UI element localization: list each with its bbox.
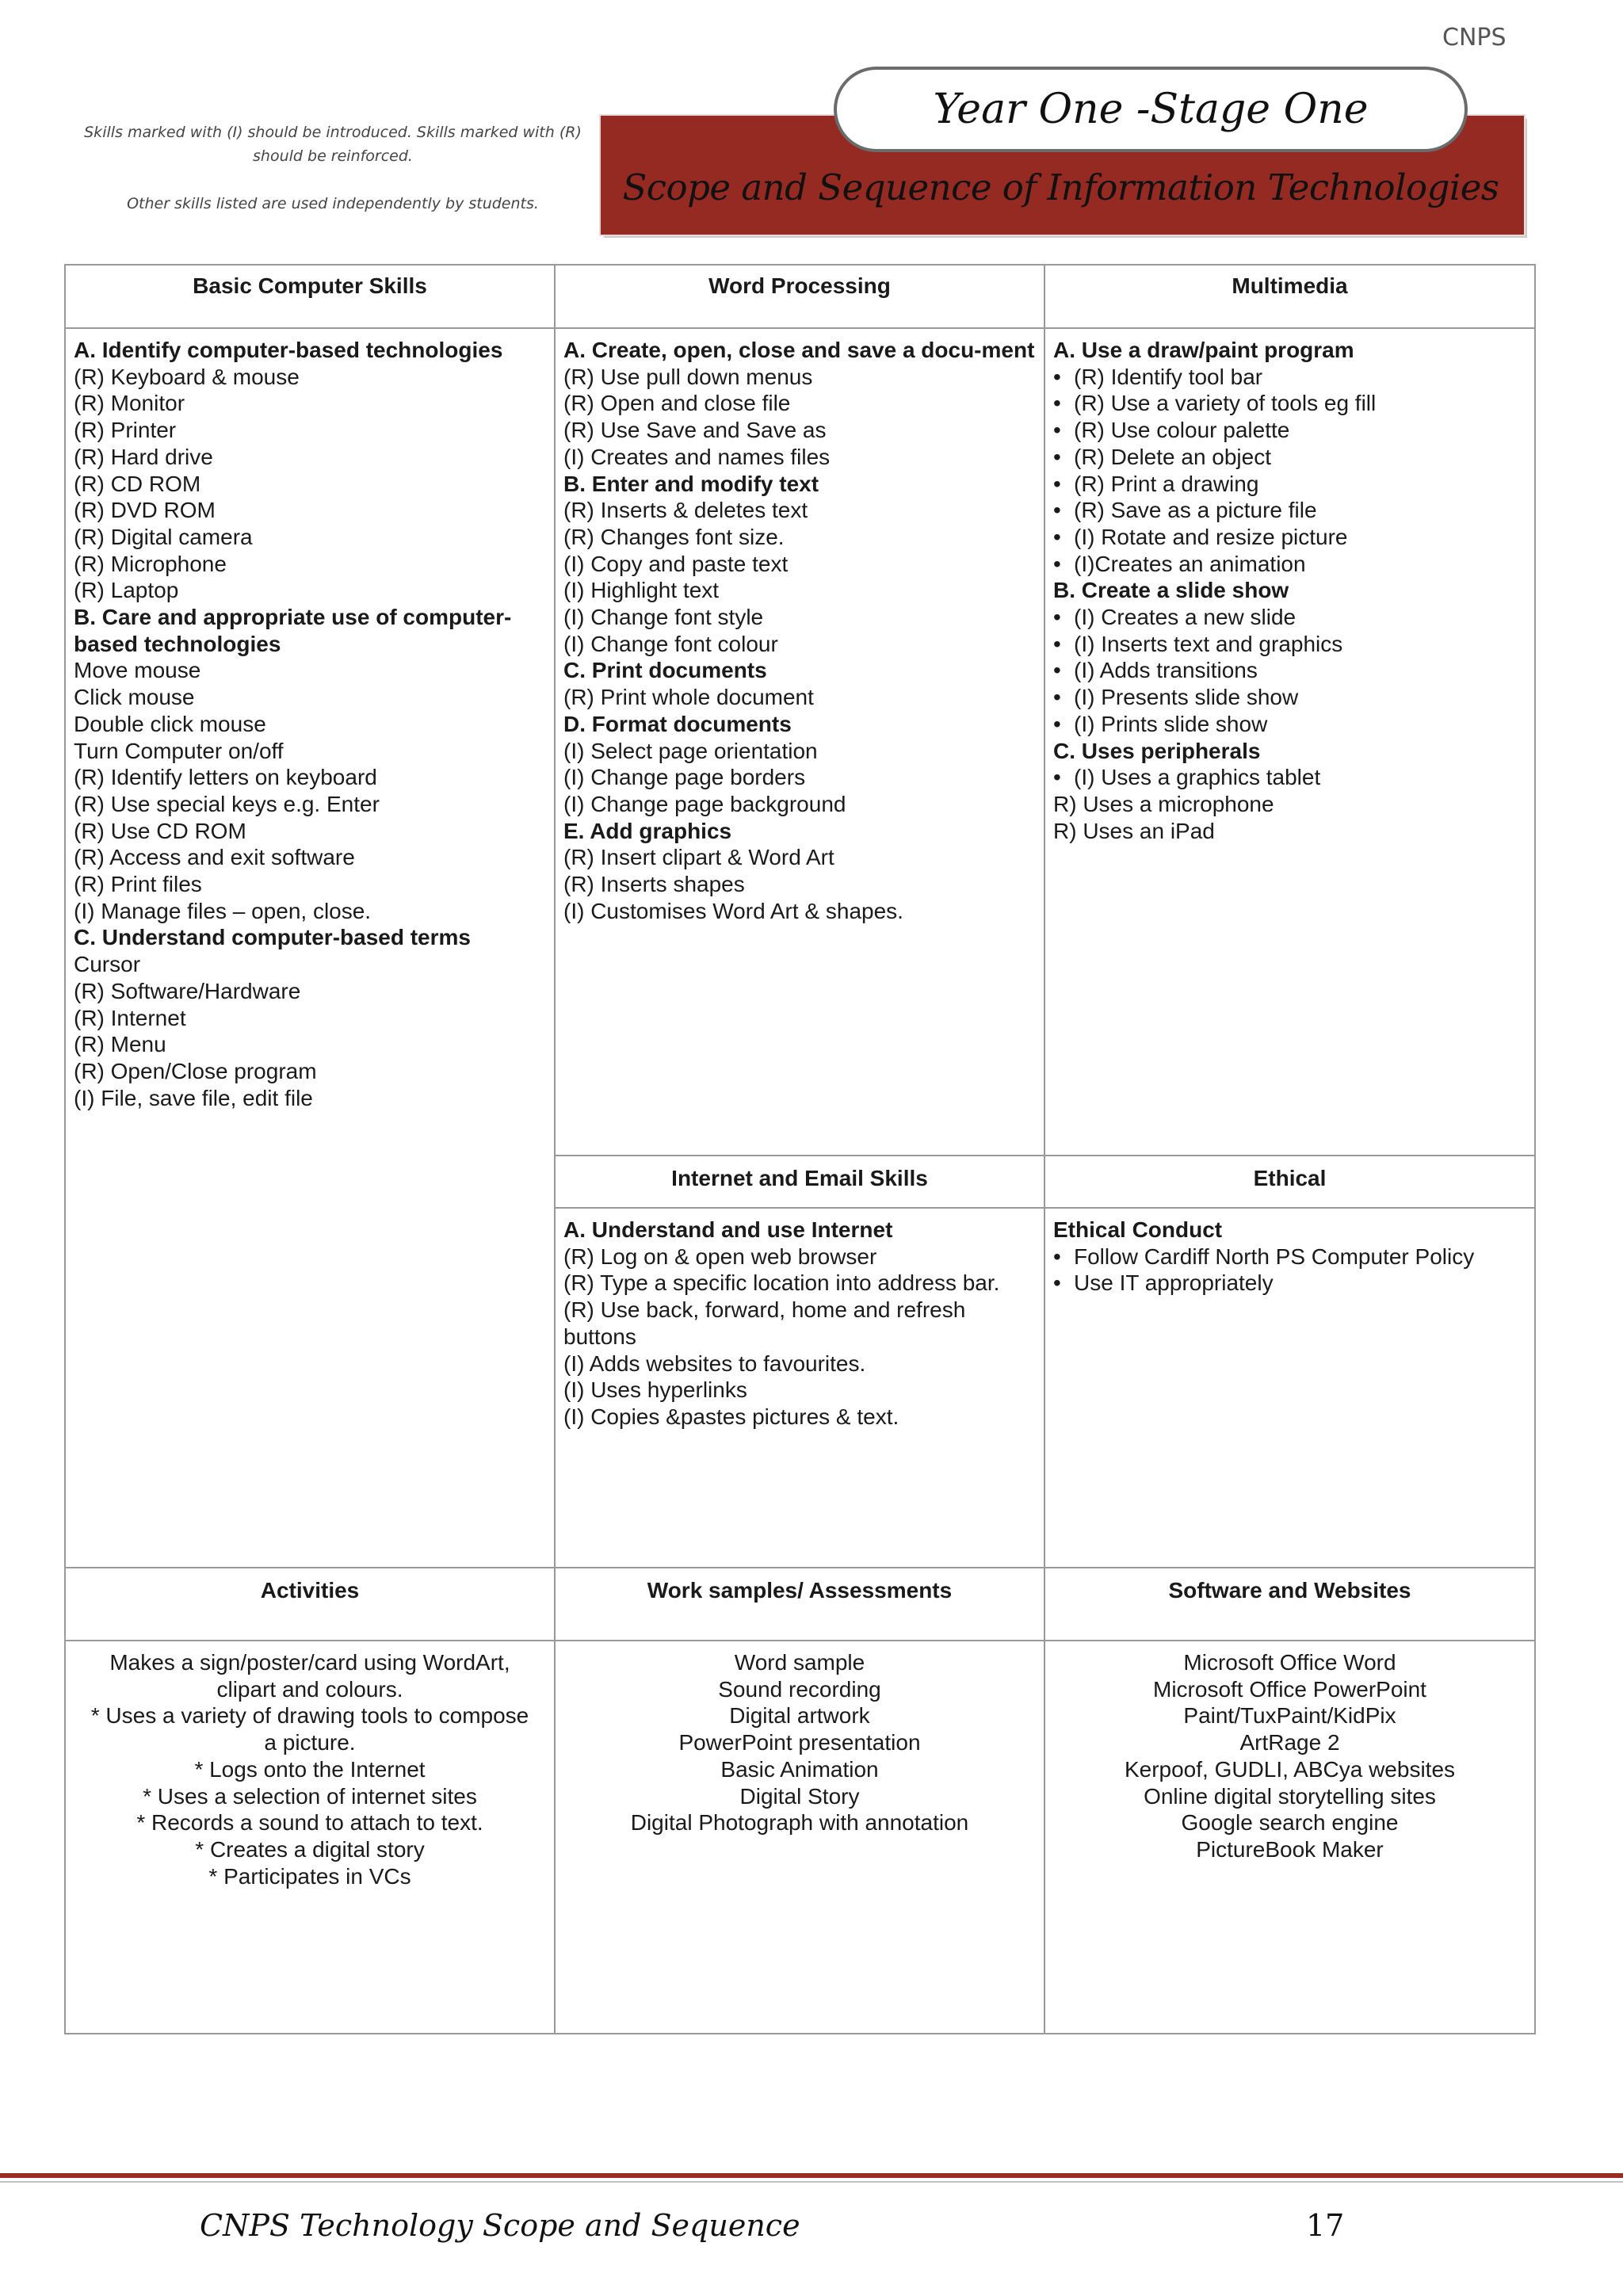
list-item: Digital Story bbox=[739, 1783, 860, 1809]
list-item: (I) Copy and paste text bbox=[563, 551, 789, 576]
bullet-item: • Follow Cardiff North PS Computer Policy bbox=[1053, 1244, 1526, 1270]
list-item: * Creates a digital story bbox=[195, 1836, 425, 1862]
heading-word: Word Processing bbox=[555, 265, 1044, 328]
section-subheading: A. Understand and use Internet bbox=[563, 1217, 893, 1242]
list-item: Click mouse bbox=[74, 685, 195, 710]
list-item: Kerpoof, GUDLI, ABCya websites bbox=[1124, 1756, 1456, 1782]
list-item: Word sample bbox=[734, 1650, 865, 1675]
list-item: (I) Change page background bbox=[563, 791, 846, 816]
intro-note bbox=[79, 120, 586, 216]
section-subheading: B. Enter and modify text bbox=[563, 471, 819, 496]
bullet-item: • (R) Save as a picture file bbox=[1053, 497, 1526, 524]
section-subheading: A. Create, open, close and save a docu-ment bbox=[563, 338, 1035, 362]
list-item: (I) Customises Word Art & shapes. bbox=[563, 898, 903, 923]
section-subheading: C. Understand computer-based terms bbox=[74, 925, 471, 950]
bullet-item: • (I) Adds transitions bbox=[1053, 657, 1526, 684]
list-item: R) Uses a microphone bbox=[1053, 791, 1274, 816]
list-item: (R) Laptop bbox=[74, 578, 179, 603]
list-item: Basic Animation bbox=[720, 1756, 879, 1782]
list-item: Move mouse bbox=[74, 658, 201, 683]
heading-internet: Internet and Email Skills bbox=[555, 1156, 1044, 1208]
heading-ethical: Ethical bbox=[1044, 1156, 1535, 1208]
list-item: Paint/TuxPaint/KidPix bbox=[1183, 1703, 1396, 1729]
list-item: (R) Use Save and Save as bbox=[563, 418, 827, 443]
list-item: (R) Inserts shapes bbox=[563, 872, 745, 897]
section-subheading: Ethical Conduct bbox=[1053, 1217, 1223, 1242]
intro-line-2: Other skills listed are used independently by students. bbox=[127, 195, 539, 212]
list-item: (R) Digital camera bbox=[74, 524, 253, 549]
list-item: (R) Internet bbox=[74, 1005, 186, 1030]
list-item: (I) Change font colour bbox=[563, 631, 778, 656]
list-item: * Logs onto the Internet bbox=[194, 1756, 426, 1782]
list-item: (R) Type a specific location into address bar. bbox=[563, 1270, 1000, 1296]
bullet-item: • (I)Creates an animation bbox=[1053, 551, 1526, 578]
section-subheading: A. Identify computer-based technologies bbox=[74, 338, 503, 362]
list-item: ArtRage 2 bbox=[1239, 1730, 1340, 1755]
list-item: (R) Hard drive bbox=[74, 444, 213, 469]
list-item: (R) Open and close file bbox=[563, 391, 791, 416]
list-item: * Uses a selection of internet sites bbox=[143, 1783, 477, 1809]
section-subheading: B. Care and appropriate use of computer-based technologies bbox=[74, 605, 512, 656]
list-item: (I) File, save file, edit file bbox=[74, 1085, 313, 1110]
list-item: (I) Copies &pastes pictures & text. bbox=[563, 1404, 899, 1429]
bullet-item: • (R) Identify tool bar bbox=[1053, 364, 1526, 391]
list-item: (I) Adds websites to favourites. bbox=[563, 1350, 866, 1376]
bullet-item: • (R) Print a drawing bbox=[1053, 471, 1526, 498]
footer-title: CNPS Technology Scope and Sequence bbox=[200, 2208, 800, 2243]
bullet-item: • Use IT appropriately bbox=[1053, 1270, 1526, 1297]
header-row-1 bbox=[65, 265, 1535, 328]
bullet-item: • (R) Delete an object bbox=[1053, 444, 1526, 471]
software-cell bbox=[1044, 1641, 1535, 2034]
list-item: (R) Keyboard & mouse bbox=[74, 364, 300, 389]
page-subtitle: Scope and Sequence of Information Technologies bbox=[622, 166, 1499, 208]
list-item: (R) Menu bbox=[74, 1032, 166, 1057]
list-item: * Uses a variety of drawing tools to compose a picture. bbox=[90, 1703, 529, 1755]
list-item: (I) Highlight text bbox=[563, 578, 720, 603]
heading-basic: Basic Computer Skills bbox=[65, 265, 555, 328]
list-item: (R) Print files bbox=[74, 872, 202, 897]
internet-cell bbox=[555, 1208, 1044, 1568]
bullet-item: • (I) Prints slide show bbox=[1053, 711, 1526, 738]
page-title: Year One -Stage One bbox=[834, 67, 1468, 152]
list-item: (R) Use special keys e.g. Enter bbox=[74, 791, 380, 816]
list-item: * Participates in VCs bbox=[208, 1863, 411, 1889]
section-subheading: E. Add graphics bbox=[563, 818, 732, 843]
bullet-item: • (I) Creates a new slide bbox=[1053, 604, 1526, 631]
list-item: Online digital storytelling sites bbox=[1144, 1783, 1436, 1809]
multimedia-cell bbox=[1044, 328, 1535, 1156]
bullet-item: • (R) Use a variety of tools eg fill bbox=[1053, 390, 1526, 417]
list-item: (R) CD ROM bbox=[74, 471, 201, 496]
section-subheading: A. Use a draw/paint program bbox=[1053, 338, 1354, 362]
footer-rule-shadow bbox=[0, 2181, 1623, 2183]
list-item: (R) DVD ROM bbox=[74, 498, 216, 523]
word-cell bbox=[555, 328, 1044, 1156]
list-item: (I) Select page orientation bbox=[563, 738, 818, 763]
list-item: (R) Software/Hardware bbox=[74, 978, 301, 1003]
list-item: Sound recording bbox=[718, 1676, 881, 1702]
basic-cell bbox=[65, 328, 555, 1568]
list-item: (R) Insert clipart & Word Art bbox=[563, 845, 834, 870]
list-item: (R) Microphone bbox=[74, 551, 227, 576]
page-number: 17 bbox=[1306, 2208, 1345, 2243]
list-item: (R) Log on & open web browser bbox=[563, 1244, 877, 1269]
bullet-item: • (R) Use colour palette bbox=[1053, 417, 1526, 444]
school-label: CNPS bbox=[1442, 24, 1507, 52]
list-item: (R) Print whole document bbox=[563, 685, 814, 710]
list-item: (R) Printer bbox=[74, 418, 177, 443]
list-item: (R) Inserts & deletes text bbox=[563, 498, 808, 523]
list-item: (R) Open/Close program bbox=[74, 1058, 317, 1083]
section-subheading: C. Print documents bbox=[563, 658, 767, 683]
content-row-3 bbox=[65, 1641, 1535, 2034]
heading-software: Software and Websites bbox=[1044, 1568, 1535, 1641]
bullet-item: • (I) Inserts text and graphics bbox=[1053, 631, 1526, 658]
list-item: Makes a sign/poster/card using WordArt, clipart and colours. bbox=[109, 1650, 510, 1702]
list-item: PictureBook Maker bbox=[1196, 1836, 1384, 1862]
list-item: (R) Changes font size. bbox=[563, 524, 785, 549]
content-row-1 bbox=[65, 328, 1535, 1156]
intro-line-1: Skills marked with (I) should be introduced. Skills marked with (R) should be reinforced. bbox=[84, 124, 582, 165]
list-item: * Records a sound to attach to text. bbox=[136, 1810, 483, 1836]
ethical-cell bbox=[1044, 1208, 1535, 1568]
scope-table bbox=[64, 264, 1536, 2034]
list-item: Cursor bbox=[74, 952, 141, 977]
heading-work: Work samples/ Assessments bbox=[555, 1568, 1044, 1641]
work-cell bbox=[555, 1641, 1044, 2034]
bullet-item: • (I) Uses a graphics tablet bbox=[1053, 764, 1526, 791]
list-item: (I) Change page borders bbox=[563, 765, 806, 790]
list-item: (I) Change font style bbox=[563, 605, 764, 630]
list-item: (R) Monitor bbox=[74, 391, 185, 416]
section-subheading: B. Create a slide show bbox=[1053, 578, 1289, 603]
list-item: (R) Use CD ROM bbox=[74, 818, 246, 843]
bullet-item: • (I) Rotate and resize picture bbox=[1053, 524, 1526, 551]
heading-multimedia: Multimedia bbox=[1044, 265, 1535, 328]
list-item: (I) Uses hyperlinks bbox=[563, 1377, 747, 1403]
bullet-item: • (I) Presents slide show bbox=[1053, 684, 1526, 711]
list-item: PowerPoint presentation bbox=[678, 1730, 921, 1755]
list-item: (I) Manage files – open, close. bbox=[74, 898, 372, 923]
section-subheading: C. Uses peripherals bbox=[1053, 738, 1261, 763]
list-item: Digital Photograph with annotation bbox=[630, 1810, 969, 1836]
list-item: (R) Use pull down menus bbox=[563, 364, 813, 389]
list-item: (I) Creates and names files bbox=[563, 444, 831, 469]
list-item: R) Uses an iPad bbox=[1053, 818, 1215, 843]
list-item: Turn Computer on/off bbox=[74, 738, 284, 763]
section-subheading: D. Format documents bbox=[563, 711, 792, 736]
heading-activities: Activities bbox=[65, 1568, 555, 1641]
list-item: (R) Identify letters on keyboard bbox=[74, 765, 377, 790]
list-item: Double click mouse bbox=[74, 711, 266, 736]
footer-rule bbox=[0, 2173, 1623, 2178]
list-item: Digital artwork bbox=[729, 1703, 870, 1729]
list-item: Google search engine bbox=[1181, 1810, 1399, 1836]
header-row-3 bbox=[65, 1568, 1535, 1641]
list-item: (R) Access and exit software bbox=[74, 845, 355, 870]
list-item: (R) Use back, forward, home and refresh buttons bbox=[563, 1297, 966, 1349]
list-item: Microsoft Office PowerPoint bbox=[1153, 1676, 1426, 1702]
list-item: Microsoft Office Word bbox=[1183, 1650, 1396, 1675]
activities-cell bbox=[65, 1641, 555, 2034]
